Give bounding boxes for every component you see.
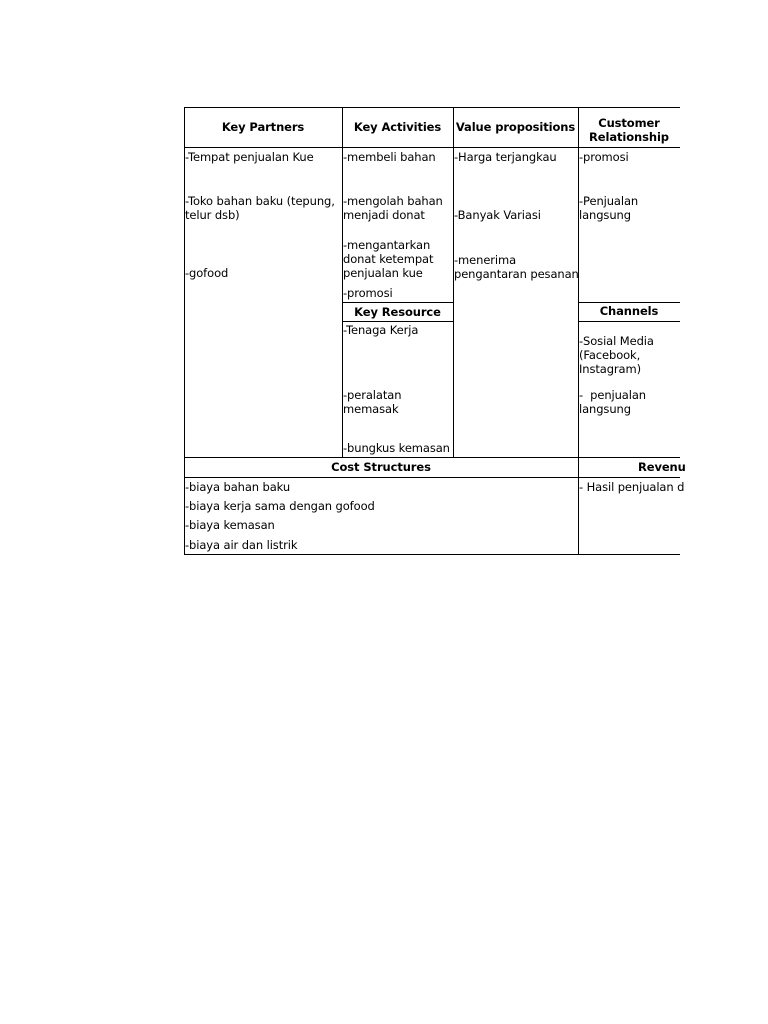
channels-bottom-divider [578,321,680,322]
key-activities-item: menjadi donat [343,208,425,222]
revenue-header: Revenu [638,460,686,474]
channels-item: -Sosial Media [579,334,654,348]
cost-structures-item: -biaya kerja sama dengan gofood [185,499,375,513]
revenue-item: - Hasil penjualan d [579,480,685,494]
canvas-table [184,107,686,557]
key-resource-item: memasak [343,402,399,416]
value-propositions-item: -menerima [454,253,517,267]
value-propositions-item: -Harga terjangkau [454,150,557,164]
key-resource-item: -peralatan [343,388,402,402]
channels-item: Instagram) [579,362,641,376]
key-partners-header: Key Partners [221,120,305,134]
key-activities-item: penjualan kue [343,266,423,280]
key-resource-header: Key Resource [354,305,441,319]
customer-relationship-header-line2: Relationship [589,130,669,144]
key-partners-item: -Toko bahan baku (tepung, [185,194,335,208]
bottom-section-top [184,457,680,458]
table-border-top [184,107,680,108]
header-row-divider [184,147,680,148]
channels-top-divider [578,302,680,303]
channels-item: (Facebook, [579,348,641,362]
key-activities-item: -mengantarkan [343,238,431,252]
key-resource-top-divider [342,302,453,303]
key-resource-item: -bungkus kemasan [343,441,450,455]
key-activities-item: -promosi [343,286,393,300]
value-propositions-item: pengantaran pesanan [454,267,579,281]
cost-structures-item: -biaya air dan listrik [185,538,298,552]
key-partners-item: -gofood [185,266,229,280]
channels-item: - penjualan [579,388,646,402]
key-partners-item: -Tempat penjualan Kue [185,150,314,164]
value-propositions-header: Value propositions [455,120,576,134]
customer-relationship-item: -Penjualan [579,194,639,208]
key-activities-item: -mengolah bahan [343,194,443,208]
key-activities-header: Key Activities [353,120,442,134]
key-activities-item: donat ketempat [343,252,434,266]
table-border-bottom [184,554,680,555]
key-activities-item: -membeli bahan [343,150,436,164]
customer-relationship-item: -promosi [579,150,629,164]
cost-structures-item: -biaya bahan baku [185,480,291,494]
customer-relationship-item: langsung [579,208,631,222]
cost-structures-header: Cost Structures [331,460,431,474]
cost-structures-item: -biaya kemasan [185,518,275,532]
bottom-header-divider [184,477,680,478]
key-resource-item: -Tenaga Kerja [343,323,419,337]
key-partners-item: telur dsb) [185,208,240,222]
key-resource-bottom-divider [342,321,453,322]
channels-header: Channels [599,304,659,318]
value-propositions-item: -Banyak Variasi [454,208,541,222]
customer-relationship-header-line1: Customer [598,116,660,130]
channels-item: langsung [579,402,631,416]
